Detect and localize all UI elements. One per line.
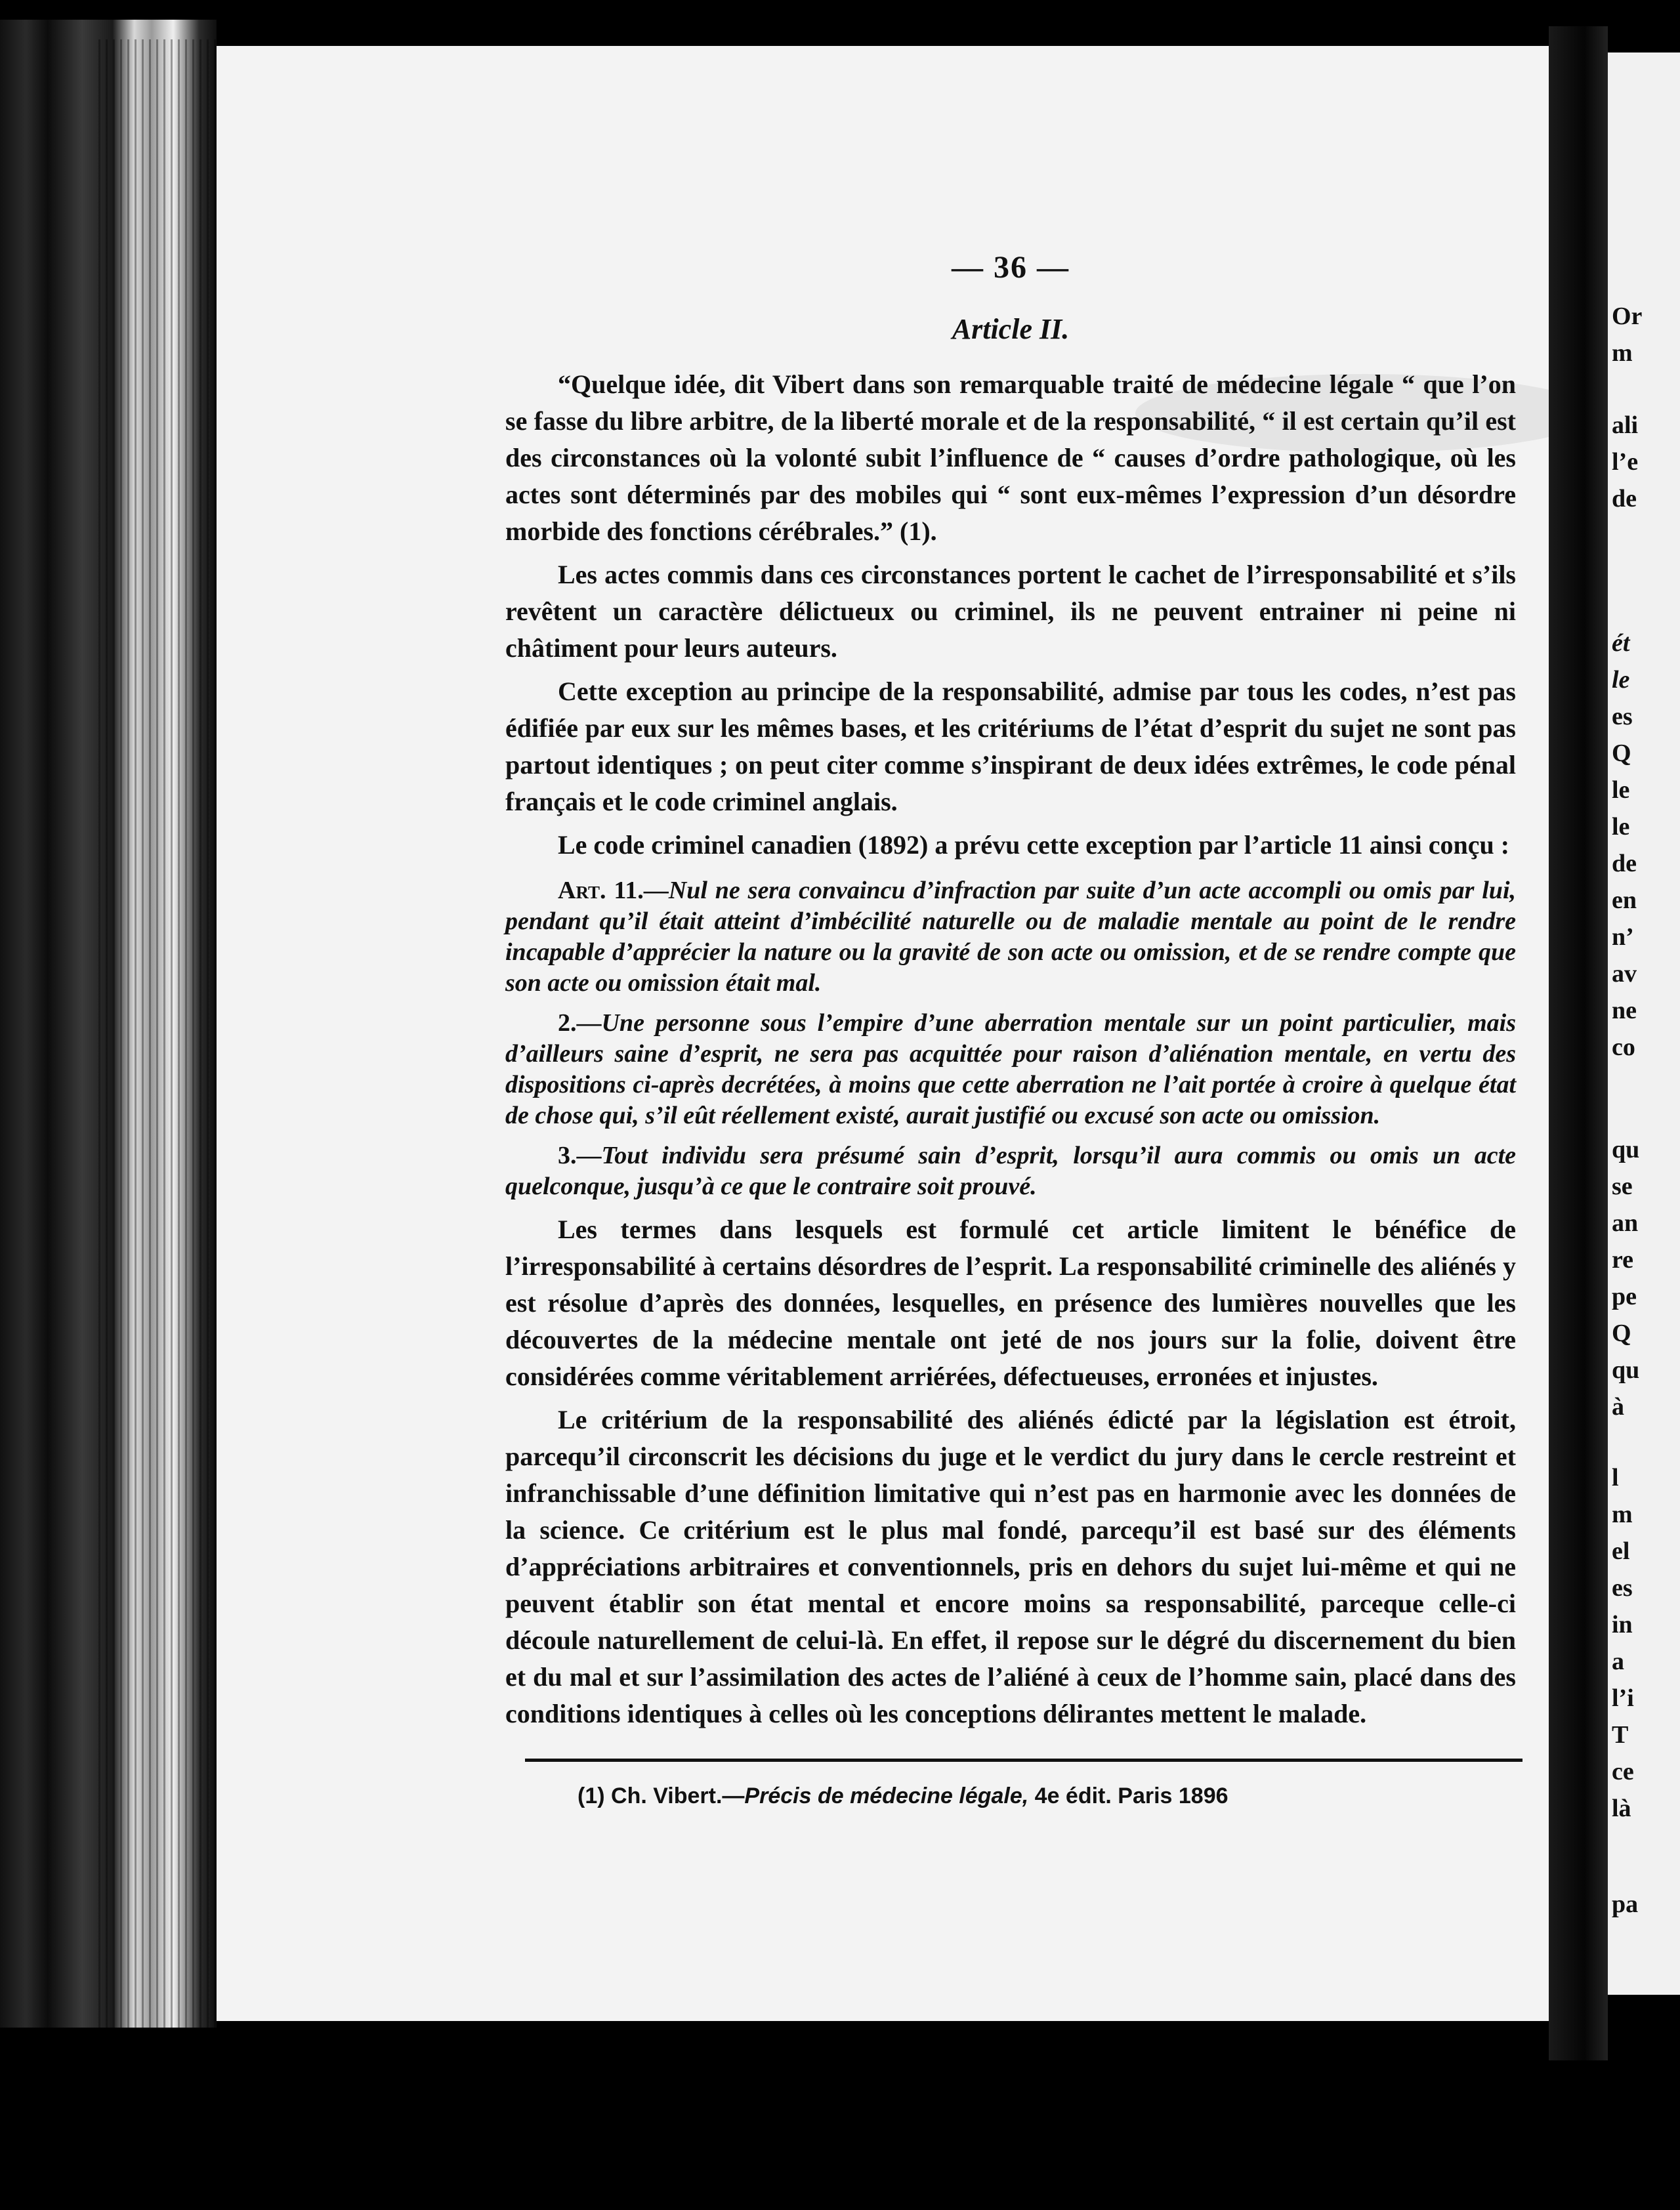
footnote-author: Ch. Vibert.—	[611, 1783, 745, 1808]
facing-text: m	[1612, 339, 1633, 367]
facing-text: el	[1612, 1537, 1630, 1565]
facing-text: ne	[1612, 997, 1637, 1024]
paragraph: Les termes dans lesquels est formulé cet article limitent le bénéfice de l’irresponsabilité à certains désordres de l’esprit. La responsabilité criminelle des aliénés y est résolue d’après des données, lesquelles, en présence des lumières nouvelles que les découvertes de la médecine mentale ont jeté de nos jours sur la folie, doivent être considérées comme véritablement arriérées, défectueuses, erronées et injustes.	[505, 1215, 1516, 1391]
facing-text: qu	[1612, 1356, 1640, 1384]
facing-text: es	[1612, 1574, 1633, 1602]
facing-text: ce	[1612, 1758, 1634, 1785]
facing-text: pa	[1612, 1890, 1639, 1918]
book-page-edges	[98, 39, 217, 2028]
facing-text: là	[1612, 1795, 1631, 1822]
facing-text: re	[1612, 1246, 1634, 1274]
paragraph: “Quelque idée, dit Vibert dans son remarquable traité de médecine légale “ que l’on se fasse du libre arbitre, de la liberté morale et de la responsabilité, “ il est certain qu’il est des circonstances où la volonté subit l’influence de “ causes d’ordre pathologique, où les actes sont déterminés par des mobiles qui “ sont eux-mêmes l’expression d’un désordre morbide des fonctions cérébrales.” (1).	[505, 369, 1516, 546]
facing-text: Q	[1612, 740, 1631, 767]
facing-text: de	[1612, 850, 1637, 877]
facing-text: m	[1612, 1501, 1633, 1528]
facing-text: en	[1612, 886, 1637, 914]
facing-text: l	[1612, 1464, 1619, 1491]
facing-text: se	[1612, 1173, 1633, 1200]
clause-text: Nul ne sera convaincu d’infraction par suite d’un acte accompli ou omis par lui, pendant qu’il était atteint d’imbécilité naturelle ou de maladie mentale au point de le rendre incapable d’apprécier la nature ou la gravité de son acte ou omission, et de se rendre compte que son acte ou omission était mal.	[505, 877, 1517, 997]
facing-text: le	[1612, 666, 1630, 694]
facing-text: in	[1612, 1611, 1633, 1638]
footnote	[578, 1782, 1516, 1810]
clause-text: Une personne sous l’empire d’une aberration mentale sur un point particulier, mais d’ailleurs saine d’esprit, ne sera pas acquittée pour raison d’aliénation mentale, en vertu des dispositions ci-après decrétées, à moins que cette aberration ne l’ait portée à croire à quelque état de chose qui, s’il eût réellement existé, aurait justifié ou excusé son acte ou omission.	[505, 1009, 1516, 1129]
paragraph: Le critérium de la responsabilité des aliénés édicté par la législation est étroit, parcequ’il circonscrit les décisions du juge et le verdict du jury dans le cercle restreint et infranchissable d’une définition limitative qui n’est pas en harmonie avec les données de la science. Ce critérium est le plus mal fondé, parcequ’il est basé sur des éléments d’appréciations arbitraires et conventionnels, pris en dehors du sujet lui-même et qui ne peuvent établir son état mental et encore moins sa responsabilité, parceque celle-ci découle naturellement de celui-là. En effet, il repose sur le dégré du discernement du bien et du mal et sur l’assimilation des actes de l’aliéné à ceux de l’homme sain, placé dans des conditions identiques à celles où les conceptions délirantes mettent le malade.	[505, 1405, 1516, 1728]
facing-text: pe	[1612, 1283, 1637, 1310]
facing-text: le	[1612, 776, 1630, 804]
facing-text: l’i	[1612, 1684, 1634, 1712]
footnote-edition: 4e édit. Paris 1896	[1034, 1783, 1228, 1808]
clause-label: 2.—	[558, 1009, 602, 1037]
article-title: Article II.	[952, 313, 1070, 345]
facing-text: an	[1612, 1209, 1639, 1237]
footnote-divider	[525, 1759, 1522, 1762]
paragraph: Le code criminel canadien (1892) a prévu cette exception par l’article 11 ainsi conçu :	[558, 830, 1510, 860]
facing-text: co	[1612, 1033, 1635, 1061]
footnote-title: Précis de médecine légale,	[744, 1783, 1029, 1808]
facing-page-fragment	[1608, 52, 1680, 1995]
book-gutter	[1549, 26, 1608, 2060]
paragraph: Les actes commis dans ces circonstances portent le cachet de l’irresponsabilité et s’ils revêtent un caractère délictueux ou criminel, ils ne peuvent entrainer ni peine ni châtiment pour leurs auteurs.	[505, 560, 1516, 663]
legal-clause-1	[505, 875, 1516, 999]
footnote-marker: (1)	[578, 1783, 605, 1808]
legal-article-quote	[505, 875, 1516, 1202]
legal-clause-2	[505, 1008, 1516, 1131]
facing-text: av	[1612, 960, 1637, 988]
facing-text: ali	[1612, 411, 1639, 439]
clause-text: Tout individu sera présumé sain d’esprit, lorsqu’il aura commis ou omis un acte quelconque, jusqu’à ce que le contraire soit prouvé.	[505, 1142, 1516, 1200]
facing-text: n’	[1612, 923, 1634, 951]
facing-text: a	[1612, 1648, 1624, 1675]
clause-label: 3.—	[558, 1142, 602, 1169]
facing-text: Or	[1612, 302, 1643, 330]
facing-text: qu	[1612, 1136, 1640, 1163]
paragraph: Cette exception au principe de la responsabilité, admise par tous les codes, n’est pas édifiée par eux sur les mêmes bases, et les critériums de l’état d’esprit du sujet ne sont pas partout identiques ; on peut citer comme s’inspirant de deux idées extrêmes, le code pénal français et le code criminel anglais.	[505, 677, 1516, 816]
facing-text: es	[1612, 703, 1633, 730]
facing-text: de	[1612, 485, 1637, 512]
facing-text: T	[1612, 1721, 1629, 1749]
facing-text: le	[1612, 813, 1630, 841]
facing-text: ét	[1612, 629, 1630, 657]
article-label: Art. 11.—	[558, 877, 669, 904]
facing-text: l’e	[1612, 448, 1639, 476]
legal-clause-3	[505, 1140, 1516, 1202]
page-number: — 36 —	[952, 250, 1070, 285]
page-text	[505, 249, 1516, 1810]
facing-text: à	[1612, 1393, 1624, 1421]
facing-text: Q	[1612, 1320, 1631, 1347]
